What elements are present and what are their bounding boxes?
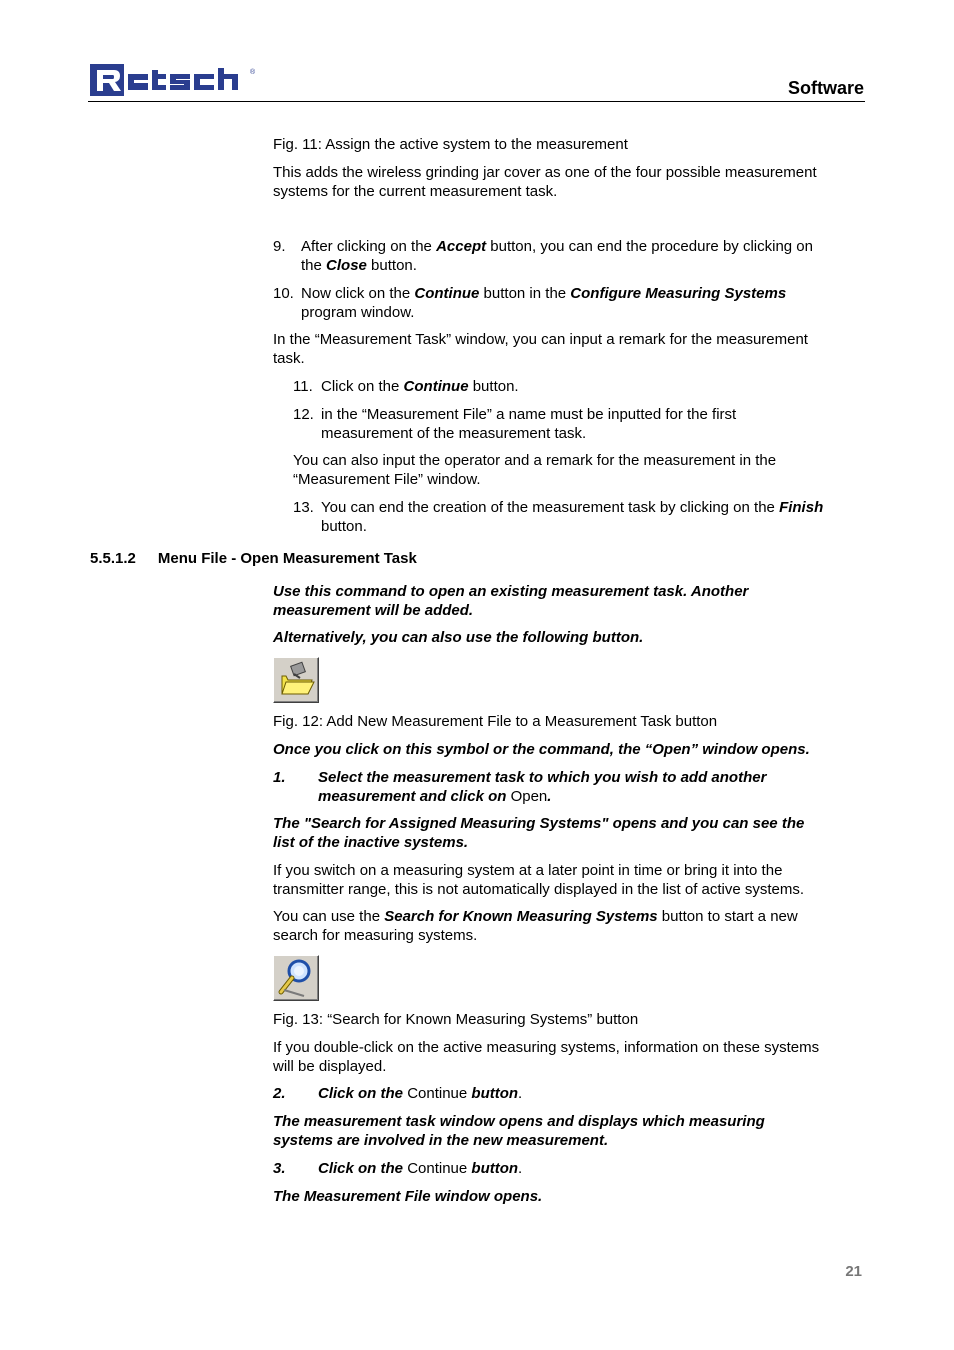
text-line: You can also input the operator and a remark for the measurement in the xyxy=(293,452,777,469)
text-line: transmitter range, this is not automatically displayed in the list of active systems. xyxy=(273,880,805,898)
text-line: Now click on the Continue button in the Configure Measuring Systems xyxy=(301,285,787,302)
logo-wordmark xyxy=(90,62,258,98)
step-2-number: 2. xyxy=(273,1085,286,1102)
step-11: Click on the Continue button. xyxy=(321,378,519,395)
section-title: Software xyxy=(787,78,864,98)
text-line: will be displayed. xyxy=(273,1057,387,1075)
text-line: Select the measurement task to which you wish to add another xyxy=(318,769,767,786)
text-line: If you switch on a measuring system at a later point in time or bring it into the xyxy=(273,862,783,879)
retsch-logo xyxy=(90,62,258,103)
open-folder-icon xyxy=(274,658,318,702)
svg-text:®: ® xyxy=(250,69,256,76)
section-heading xyxy=(90,550,417,567)
intro-bold xyxy=(273,583,748,620)
task-window-bold xyxy=(273,1113,765,1150)
step-3: Click on the Continue button. xyxy=(318,1160,523,1177)
open-folder-button[interactable] xyxy=(273,657,319,703)
paragraph-switch xyxy=(273,862,804,899)
section-number: 5.5.1.2 xyxy=(90,550,136,567)
continue-label: Continue xyxy=(414,285,480,302)
continue-label: Continue xyxy=(407,1085,468,1102)
text-line: measurement will be added. xyxy=(273,601,474,619)
header-divider xyxy=(88,101,865,102)
close-label: Close xyxy=(326,256,367,274)
text-line: The measurement task window opens and displays which measuring xyxy=(273,1113,765,1130)
text-line: If you double-click on the active measuring systems, information on these systems xyxy=(273,1039,820,1056)
step-12 xyxy=(321,406,736,443)
text-line: In the “Measurement Task” window, you can input a remark for the measurement xyxy=(273,331,808,348)
section-heading-title: Menu File - Open Measurement Task xyxy=(157,550,417,567)
alternative-bold: Alternatively, you can also use the following button. xyxy=(273,629,644,646)
text-line: You can use the Search for Known Measuring Systems button to start a new xyxy=(273,908,798,925)
step-10 xyxy=(301,285,786,322)
magnifier-icon xyxy=(274,956,318,1000)
fig11-caption: Fig. 11: Assign the active system to the measurement xyxy=(273,136,628,153)
paragraph-adds xyxy=(273,164,817,201)
step-11-number: 11. xyxy=(293,378,313,395)
text-line: Use this command to open an existing measurement task. Another xyxy=(273,583,749,600)
search-bold xyxy=(273,815,804,852)
text-line: button. xyxy=(321,517,367,535)
paragraph-task xyxy=(273,331,808,368)
configure-label: Configure Measuring Systems xyxy=(570,285,787,302)
step-2: Click on the Continue button. xyxy=(318,1085,523,1102)
text-line: measurement and click on Open. xyxy=(318,787,552,805)
fig13-caption: Fig. 13: “Search for Known Measuring Systems” button xyxy=(273,1011,639,1028)
text-line: program window. xyxy=(301,303,415,321)
step-12-number: 12. xyxy=(293,406,314,423)
text-line: You can end the creation of the measurement task by clicking on the Finish xyxy=(321,499,824,516)
text-line: search for measuring systems. xyxy=(273,926,478,944)
continue-label: Continue xyxy=(407,1160,468,1177)
step-1 xyxy=(318,769,766,806)
step-13-number: 13. xyxy=(293,499,314,516)
finish-label: Finish xyxy=(779,499,824,516)
text-line: list of the inactive systems. xyxy=(273,833,469,851)
text-line: measurement of the measurement task. xyxy=(321,424,587,442)
step-3-number: 3. xyxy=(273,1160,286,1177)
continue-label: Continue xyxy=(403,378,469,395)
accept-label: Accept xyxy=(436,238,487,255)
text-line: The "Search for Assigned Measuring Systems" opens and you can see the xyxy=(273,815,805,832)
text-line: After clicking on the Accept button, you can end the procedure by clicking on xyxy=(301,238,813,255)
text-line: in the “Measurement File” a name must be inputted for the first xyxy=(321,406,737,423)
text-line: the Close button. xyxy=(301,256,417,274)
step-13 xyxy=(321,499,823,536)
once-bold: Once you click on this symbol or the command, the “Open” window opens. xyxy=(273,741,810,758)
text-line: task. xyxy=(273,349,305,367)
file-window-bold: The Measurement File window opens. xyxy=(273,1188,543,1205)
text-line: “Measurement File” window. xyxy=(293,470,481,488)
paragraph-double xyxy=(273,1039,819,1076)
step-10-number: 10. xyxy=(273,285,294,302)
search-known-systems-button[interactable] xyxy=(273,955,319,1001)
open-label: Open xyxy=(510,787,548,805)
step-1-number: 1. xyxy=(273,769,286,786)
text-line: systems are involved in the new measurement. xyxy=(273,1131,609,1149)
text-line: systems for the current measurement task. xyxy=(273,182,558,200)
paragraph-use xyxy=(273,908,798,945)
text-line: This adds the wireless grinding jar cover as one of the four possible measurement xyxy=(273,164,817,181)
search-known-label: Search for Known Measuring Systems xyxy=(384,908,658,925)
page-number: 21 xyxy=(845,1263,862,1280)
fig12-caption: Fig. 12: Add New Measurement File to a Measurement Task button xyxy=(273,713,718,730)
step-9-number: 9. xyxy=(273,238,286,255)
paragraph-operator xyxy=(293,452,776,489)
step-9 xyxy=(301,238,813,275)
